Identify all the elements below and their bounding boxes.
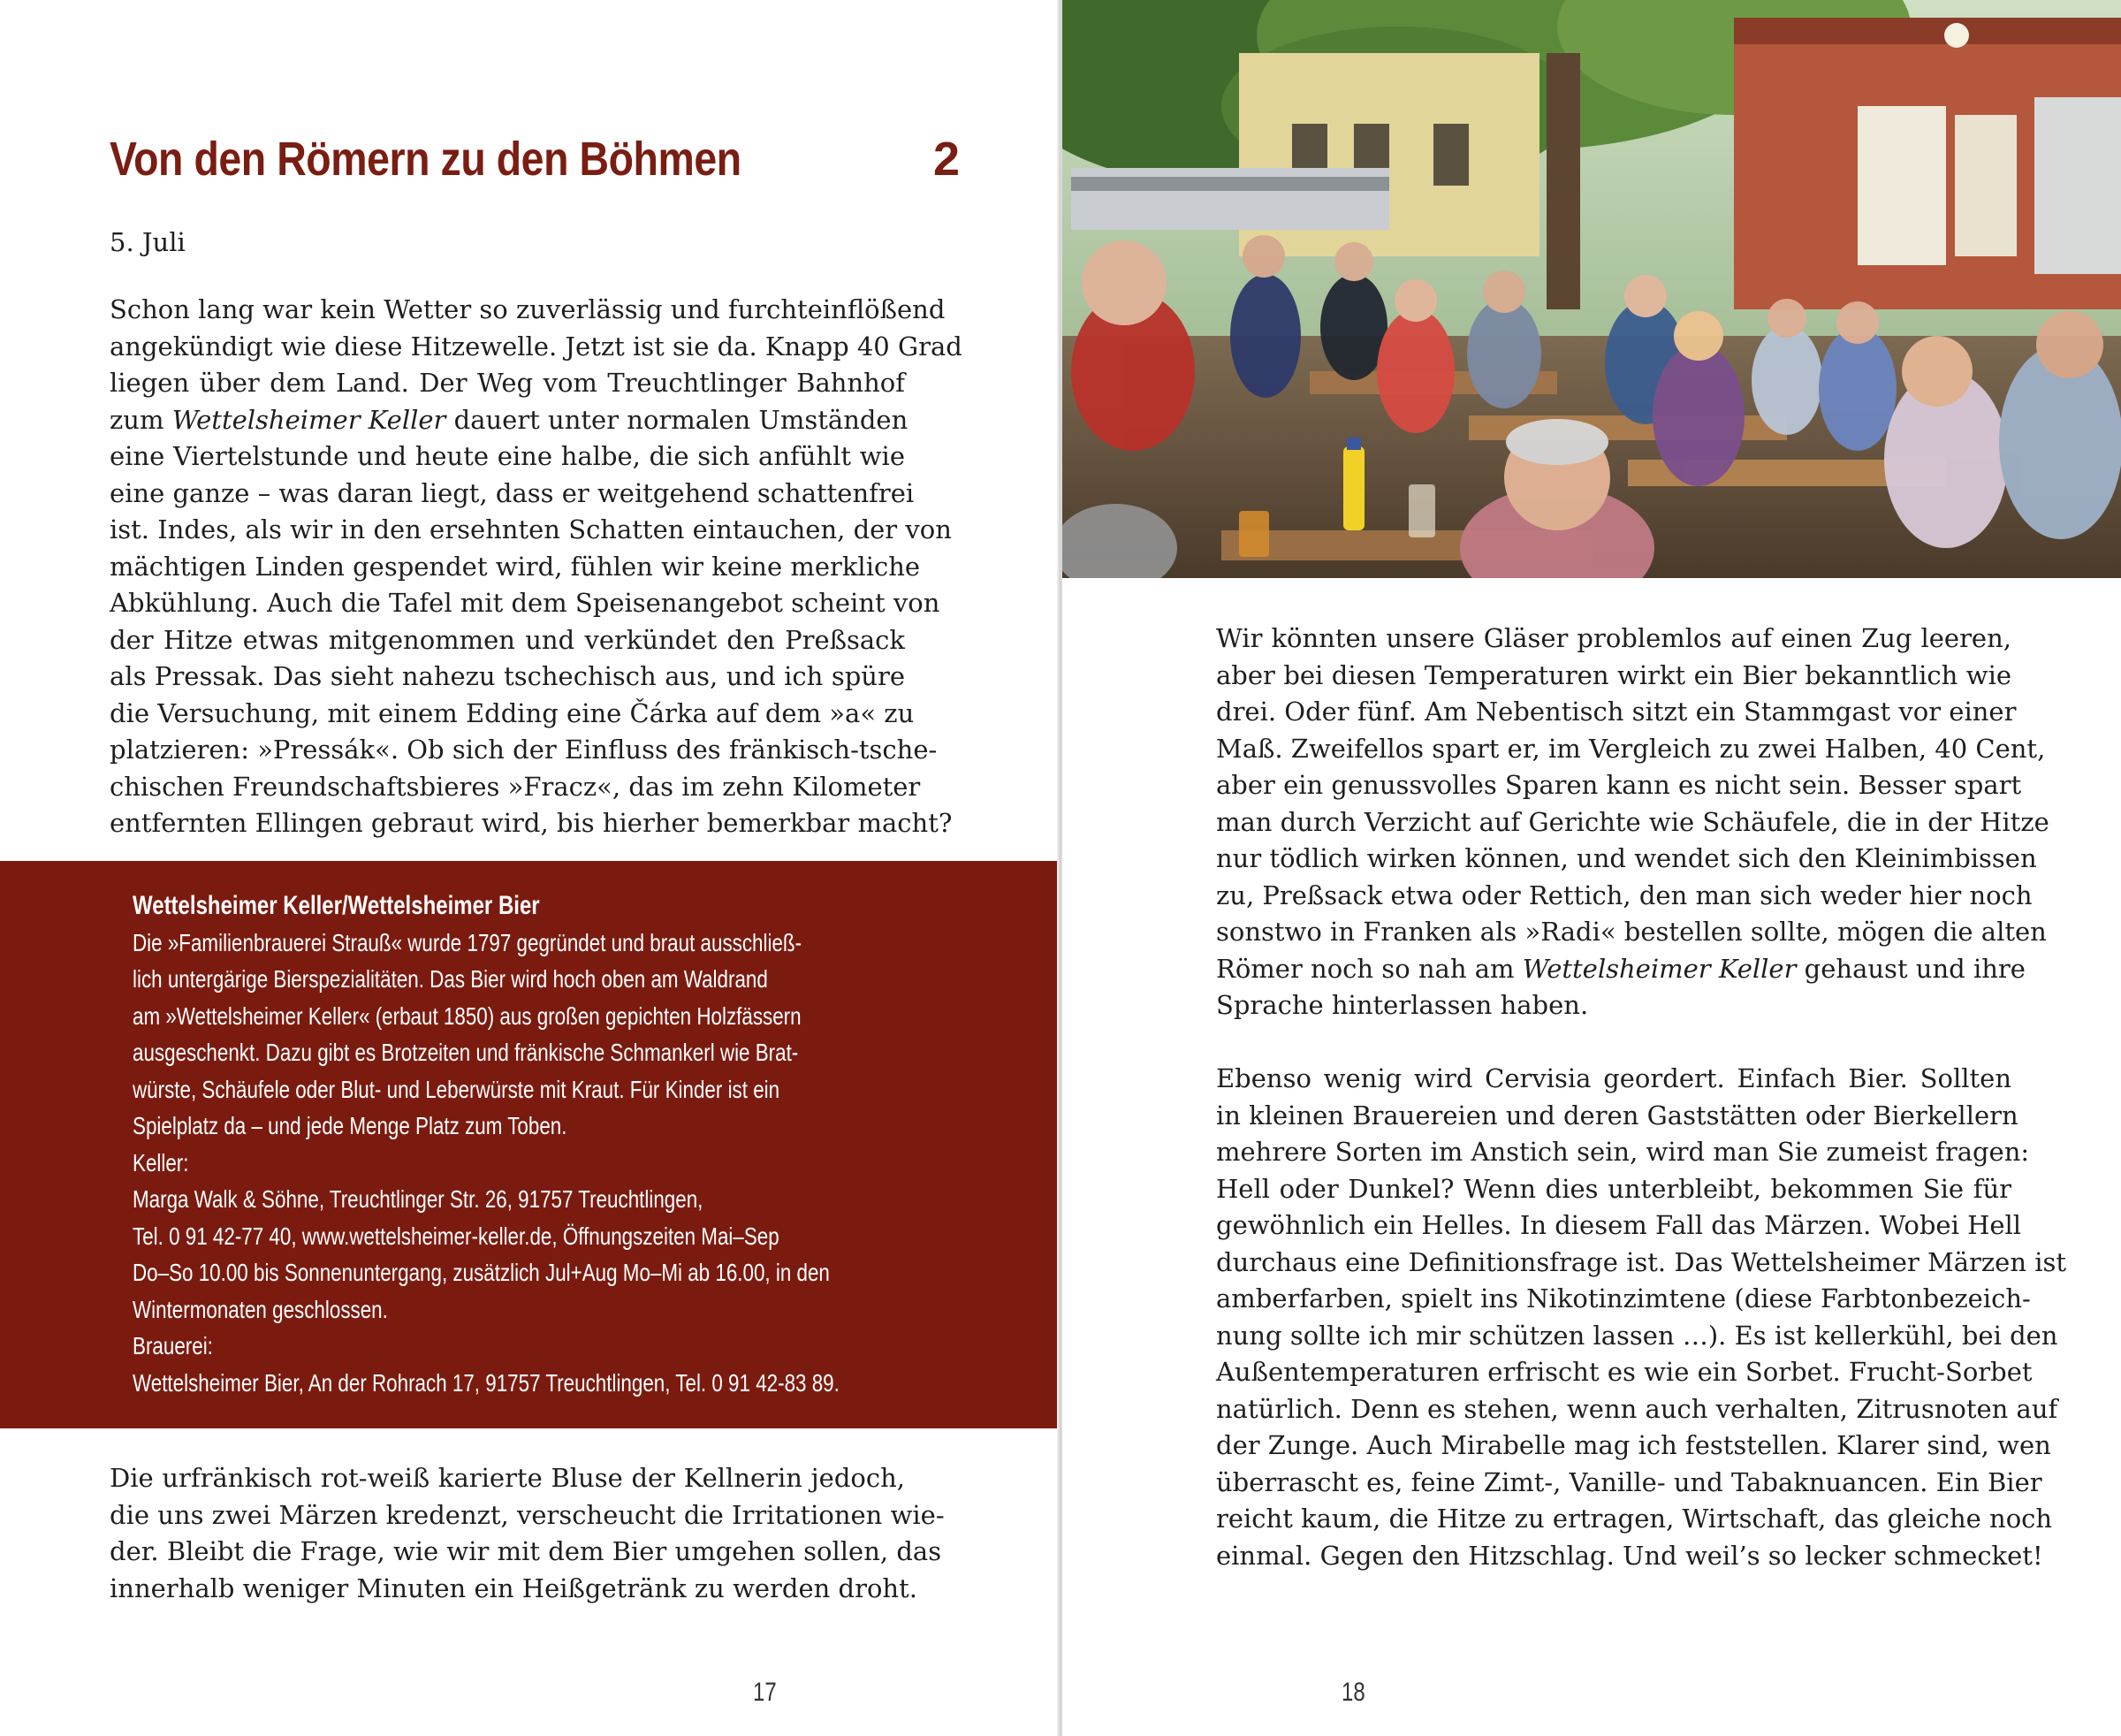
text-line: der. Bleibt die Frage, wie wir mit dem Bier umgehen sollen, das <box>110 1536 942 1566</box>
text-line: Hell oder Dunkel? Wenn dies unterbleibt, bekommen Sie für <box>1216 1173 2011 1204</box>
text-line: angekündigt wie diese Hitzewelle. Jetzt ist sie da. Knapp 40 Grad <box>110 331 962 362</box>
right-paragraph-1 <box>1216 621 2049 1024</box>
info-box-line: würste, Schäufele oder Blut- und Leberwürste mit Kraut. Für Kinder ist ein <box>133 1075 780 1103</box>
info-box-line: Marga Walk & Söhne, Treuchtlinger Str. 26, 91757 Treuchtlingen, <box>133 1185 703 1213</box>
text-line: entfernten Ellingen gebraut wird, bis hierher bemerkbar macht? <box>110 808 953 838</box>
info-box-line: Spielplatz da – und jede Menge Platz zum Toben. <box>133 1112 567 1139</box>
text-line: Schon lang war kein Wetter so zuverlässig und furchteinflößend <box>110 294 946 324</box>
text-line: in kleinen Brauereien und deren Gaststätten oder Bierkellern <box>1216 1100 2018 1131</box>
info-box-line: Wintermonaten geschlossen. <box>133 1295 388 1323</box>
text-line: liegen über dem Land. Der Weg vom Treuchtlinger Bahnhof <box>110 368 905 398</box>
text-line: zu, Preßsack etwa oder Rettich, den man sich weder hier noch <box>1216 879 2033 910</box>
text-line: innerhalb weniger Minuten ein Heißgetränk zu werden droht. <box>110 1572 917 1603</box>
text-line: nur tödlich wirken können, und wendet sich den Kleinimbissen <box>1216 843 2037 873</box>
text-line: ist. Indes, als wir in den ersehnten Schatten eintauchen, der von <box>110 514 952 544</box>
info-box <box>0 861 1059 1428</box>
text-line: chischen Freundschaftsbieres »Fracz«, das im zehn Kilometer <box>110 771 921 802</box>
left-paragraph-2 <box>110 1460 945 1607</box>
info-box-line: Tel. 0 91 42-77 40, www.wettelsheimer-keller.de, Öffnungszeiten Mai–Sep <box>133 1222 779 1250</box>
text-line: Wir könnten unsere Gläser problemlos auf einen Zug leeren, <box>1216 623 2011 653</box>
text-line: nung sollte ich mir schützen lassen …). Es ist kellerkühl, bei den <box>1216 1320 2058 1351</box>
text-line: Ebenso wenig wird Cervisia geordert. Einfach Bier. Sollten <box>1216 1063 2011 1093</box>
text-line: eine ganze – was daran liegt, dass er weitgehend schattenfrei <box>110 477 915 508</box>
left-page <box>0 0 1059 1736</box>
text-line: platzieren: »Pressák«. Ob sich der Einfluss des fränkisch-tsche- <box>110 735 938 765</box>
text-line: drei. Oder fünf. Am Nebentisch sitzt ein Stammgast vor einer <box>1216 697 2017 727</box>
info-box-line: Do–So 10.00 bis Sonnenuntergang, zusätzlich Jul+Aug Mo–Mi ab 16.00, in den <box>133 1259 830 1286</box>
page-number-right: 18 <box>1342 1678 1365 1707</box>
text-line: mehrere Sorten im Anstich sein, wird man Sie zumeist fragen: <box>1216 1137 2030 1167</box>
text-line: reicht kaum, die Hitze zu ertragen, Wirtschaft, das gleiche noch <box>1216 1504 2053 1534</box>
chapter-number: 2 <box>932 133 960 186</box>
text-line: sonstwo in Franken als »Radi« bestellen sollte, mögen die alten <box>1216 917 2047 947</box>
info-box-line: Die »Familienbrauerei Strauß« wurde 1797 gegründet und braut ausschließ- <box>133 928 802 956</box>
text-line: aber bei diesen Temperaturen wirkt ein Bier bekanntlich wie <box>1216 659 2011 690</box>
text-line: mächtigen Linden gespendet wird, fühlen wir keine merkliche <box>110 551 921 582</box>
entry-date: 5. Juli <box>110 227 186 257</box>
text-line: die uns zwei Märzen kredenzt, verscheucht die Irritationen wie- <box>110 1499 945 1530</box>
text-line: der Zunge. Auch Mirabelle mag ich feststellen. Klarer sind, wen <box>1216 1430 2051 1460</box>
chapter-title: Von den Römern zu den Böhmen <box>110 133 741 186</box>
text-line: überrascht es, feine Zimt-, Vanille- und Tabaknuancen. Ein Bier <box>1216 1466 2042 1497</box>
info-box-line: Brauerei: <box>133 1332 213 1359</box>
text-line: zum Wettelsheimer Keller dauert unter normalen Umständen <box>110 404 908 435</box>
text-line: Außentemperaturen erfrischt es wie ein Sorbet. Frucht-Sorbet <box>1216 1357 2033 1387</box>
text-line: als Pressak. Das sieht nahezu tschechisch aus, und ich spüre <box>110 661 905 691</box>
right-paragraph-2 <box>1216 1061 2067 1574</box>
info-box-body <box>133 925 910 1402</box>
info-box-heading: Wettelsheimer Keller/Wettelsheimer Bier <box>133 891 540 920</box>
text-line: man durch Verzicht auf Gerichte wie Schäufele, die in der Hitze <box>1216 806 2049 837</box>
text-line: amberfarben, spielt ins Nikotinzimtene (diese Farbtonbezeich- <box>1216 1283 2031 1313</box>
info-box-line: lich untergärige Bierspezialitäten. Das Bier wird hoch oben am Waldrand <box>133 965 768 993</box>
text-line: Die urfränkisch rot-weiß karierte Bluse der Kellnerin jedoch, <box>110 1463 905 1493</box>
page-number-left: 17 <box>753 1678 777 1707</box>
text-line: Römer noch so nah am Wettelsheimer Keller gehaust und ihre <box>1216 953 2026 984</box>
info-box-line: Keller: <box>133 1148 189 1176</box>
info-box-line: ausgeschenkt. Dazu gibt es Brotzeiten und fränkische Schmankerl wie Brat- <box>133 1039 799 1066</box>
chapter-header <box>110 133 967 194</box>
info-box-line: am »Wettelsheimer Keller« (erbaut 1850) aus großen gepichten Holzfässern <box>133 1001 802 1030</box>
text-line: Abkühlung. Auch die Tafel mit dem Speisenangebot scheint von <box>110 588 940 618</box>
beer-garden-photo <box>1062 0 2121 578</box>
text-line: Sprache hinterlassen haben. <box>1216 990 1589 1020</box>
info-box-line: Wettelsheimer Bier, An der Rohrach 17, 91757 Treuchtlingen, Tel. 0 91 42-83 89. <box>133 1368 840 1397</box>
right-page <box>1062 0 2121 1736</box>
text-line: aber ein genussvolles Sparen kann es nicht sein. Besser spart <box>1216 770 2022 800</box>
text-line: durchaus eine Definitionsfrage ist. Das Wettelsheimer Märzen ist <box>1216 1246 2067 1277</box>
text-line: gewöhnlich ein Helles. In diesem Fall das Märzen. Wobei Hell <box>1216 1210 2022 1240</box>
text-line: der Hitze etwas mitgenommen und verkündet den Preßsack <box>110 624 905 655</box>
text-line: einmal. Gegen den Hitzschlag. Und weil’s so lecker schmecket! <box>1216 1540 2043 1571</box>
text-line: natürlich. Denn es stehen, wenn auch verhalten, Zitrusnoten auf <box>1216 1393 2058 1424</box>
text-line: eine Viertelstunde und heute eine halbe, die sich anfühlt wie <box>110 441 905 471</box>
text-line: Maß. Zweifellos spart er, im Vergleich zu zwei Halben, 40 Cent, <box>1216 733 2046 764</box>
text-line: die Versuchung, mit einem Edding eine Čárka auf dem »a« zu <box>110 697 915 728</box>
left-paragraph-1 <box>110 292 962 842</box>
